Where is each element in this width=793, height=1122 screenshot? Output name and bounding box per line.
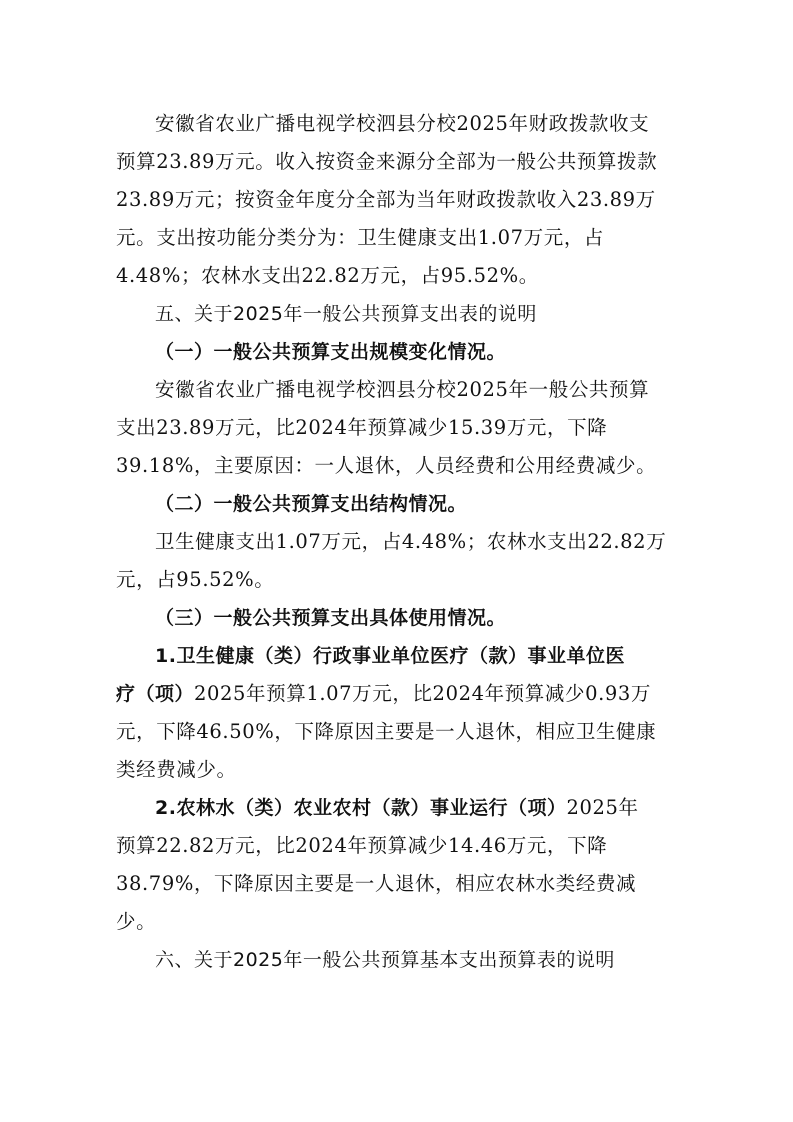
paragraph-budget-summary-line: 23.89万元；按资金年度分全部为当年财政拨款收入23.89万	[116, 188, 656, 211]
item-health-text: 2025年预算1.07万元，比2024年预算减少0.93万	[194, 682, 652, 705]
subheading-expenditure-usage: （三）一般公共预算支出具体使用情况。	[155, 607, 507, 629]
paragraph-expenditure-scale-line: 39.18%，主要原因：一人退休，人员经费和公用经费减少。	[116, 454, 657, 477]
paragraph-budget-summary-line: 4.48%；农林水支出22.82万元，占95.52%。	[116, 264, 539, 287]
item-agriculture-label: 2.农林水（类）农业农村（款）事业运行（项）	[155, 797, 567, 819]
item-health-line: 元，下降46.50%，下降原因主要是一人退休，相应卫生健康	[116, 720, 657, 743]
paragraph-expenditure-structure-line: 卫生健康支出1.07万元，占4.48%；农林水支出22.82万	[155, 530, 667, 553]
section-heading-5: 五、关于2025年一般公共预算支出表的说明	[155, 303, 537, 325]
subheading-expenditure-scale: （一）一般公共预算支出规模变化情况。	[155, 341, 507, 363]
section-heading-6: 六、关于2025年一般公共预算基本支出预算表的说明	[155, 949, 615, 971]
item-health-line: 类经费减少。	[116, 758, 237, 781]
item-agriculture-line: 预算22.82万元，比2024年预算减少14.46万元，下降	[116, 834, 608, 857]
item-agriculture-line: 少。	[116, 910, 157, 933]
paragraph-budget-summary-line: 安徽省农业广播电视学校泗县分校2025年财政拨款收支	[155, 112, 650, 135]
item-health-label: 疗（项）	[116, 683, 195, 705]
item-health-line: 1.卫生健康（类）行政事业单位医疗（款）事业单位医	[155, 645, 625, 667]
item-health-line	[116, 680, 676, 708]
paragraph-budget-summary-line: 元。支出按功能分类分为：卫生健康支出1.07万元，占	[116, 226, 605, 249]
paragraph-budget-summary-line: 预算23.89万元。收入按资金来源分全部为一般公共预算拨款	[116, 150, 658, 173]
item-agriculture-text: 2025年	[566, 796, 639, 819]
paragraph-expenditure-scale-line: 支出23.89万元，比2024年预算减少15.39万元，下降	[116, 416, 608, 439]
subheading-expenditure-structure: （二）一般公共预算支出结构情况。	[155, 493, 468, 515]
paragraph-expenditure-scale-line: 安徽省农业广播电视学校泗县分校2025年一般公共预算	[155, 378, 650, 401]
item-agriculture-line	[155, 794, 715, 822]
paragraph-expenditure-structure-line: 元，占95.52%。	[116, 568, 275, 591]
item-agriculture-line: 38.79%，下降原因主要是一人退休，相应农林水类经费减	[116, 872, 637, 895]
